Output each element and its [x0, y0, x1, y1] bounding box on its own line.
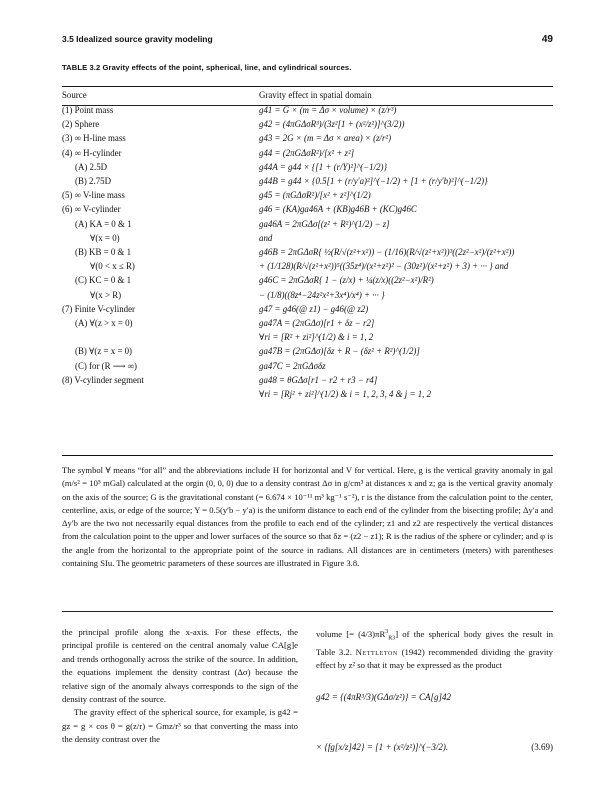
section-title: 3.5 Idealized source gravity modeling: [62, 34, 213, 44]
table-body: [62, 103, 553, 401]
table-caption: TABLE 3.2 Gravity effects of the point, spherical, line, and cylindrical sources.: [62, 63, 352, 72]
table-row: [62, 288, 553, 302]
running-head: [62, 34, 553, 48]
table-row: [62, 160, 553, 174]
formula-cell: g46C = 2πGΔσR{ 1 − (z/x) + ¼(z/x)((2z²−x²)/R²): [259, 275, 434, 286]
formula-cell: g46 = (KA)ga46A + (KB)g46B + (KC)g46C: [259, 204, 417, 215]
source-cell: (A) ∀(z > x = 0): [75, 318, 133, 329]
source-cell: (B) ∀(z = x = 0): [75, 346, 133, 357]
table-row: [62, 387, 553, 401]
formula-cell: g46B = 2πGΔσR{ ½(R/√(z²+x²)) − (1/16)(R/√(z²+x²))³((2z²−x²)/(z²+x²)): [259, 247, 515, 258]
source-cell: (1) Point mass: [62, 105, 114, 115]
table-row: [62, 302, 553, 316]
table-row: [62, 273, 553, 287]
source-cell: (8) V-cylinder segment: [62, 374, 144, 385]
table-row: [62, 330, 553, 344]
formula-cell: g44B = g44 × {0.5[1 + (r/y′a)²]^(−1/2) + [1 + (r/y′b)²]^(−1/2)}: [259, 176, 488, 187]
equation-line-2: [316, 742, 553, 752]
source-cell: (5) ∞ V-line mass: [62, 190, 125, 201]
source-cell: (B) KB = 0 & 1: [75, 247, 132, 258]
table-row: [62, 231, 553, 245]
source-cell: (6) ∞ V-cylinder: [62, 204, 121, 215]
source-cell: [62, 387, 259, 401]
formula-cell: ∀ri = [Rj² + zi²]^(1/2) & i = 1, 2, 3, 4 & j = 1, 2: [259, 389, 432, 400]
right-paragraph-1-part-a: volume [= (4/3)πR: [316, 628, 386, 639]
source-cell: ∀(x = 0): [90, 232, 120, 243]
formula-cell: g44A = g44 × {[1 + (r/Y)²]^(−1/2)}: [259, 161, 388, 172]
table-footnote: The symbol ∀ means “for all” and the abbreviations include H for horizontal and V for vertical. Here, g is the vertical gravity anomaly in gal (m/s² = 10⁵ mGal) calculated at the orgin (0, 0, 0) due to a density contrast Δσ in g/cm³ at distances x and z; ga is the vertical gravity anomaly on the axis of the source; G is the gravitational constant (= 6.674 × 10⁻¹¹ m³ kg⁻¹ s⁻²), r is the distance from the calculation point to the center, centerline, axis, or edge of the source; Y = 0.5(y′b − y′a) is the uniform distance to each end of the cylinder from the bisecting profile; Δy′a and Δy′b are the two not necessarily equal distances from the profile to each end of the cylinder; z1 and z2 are respectively the vertical distances from the calculation point to the upper and lower surfaces of the source so that δz = (z2 − z1); R is the radius of the sphere or cylinder; and φ is the angle from the horizontal to the appropriate point of the source in radians. All distances are in centimeters (meters) with parentheses containing SIu. The geometric parameters of these sources are illustrated in Figure 3.8.: [62, 465, 553, 569]
source-cell: ∀(0 < x ≤ R): [90, 261, 135, 272]
equation-number: (3.69): [531, 742, 553, 752]
table-row: [62, 146, 553, 160]
left-column-text: [62, 626, 298, 747]
table-row: [62, 344, 553, 358]
equation-line-2-text: × {fg[x/z]42} = [1 + (x²/z²)]^(−3/2).: [316, 742, 449, 752]
table-row: [62, 316, 553, 330]
source-cell: (B) 2.75D: [75, 176, 111, 187]
table-header-row: [62, 89, 553, 103]
equation-line-1: g42 = {(4πR³/3)(GΔσ/z²)} = CA[g]42: [316, 692, 451, 702]
source-cell: (C) KC = 0 & 1: [75, 275, 132, 286]
formula-cell: ∀ri = [R² + zi²]^(1/2) & i = 1, 2: [259, 332, 374, 343]
formula-cell: ga47C = 2πGΔσδz: [259, 360, 326, 371]
formula-cell: ga47B = (2πGΔσ)[δz + R − (δz² + R²)^(1/2)]: [259, 346, 420, 357]
right-paragraph-1-part-c: (1942) recommended dividing the gravity effect by z² so that it may be expressed as the product: [316, 647, 553, 671]
source-cell: (3) ∞ H-line mass: [62, 133, 126, 144]
source-cell: (2) Sphere: [62, 119, 100, 130]
table-row: [62, 373, 553, 387]
source-cell: (C) for (R ⟶ ∞): [75, 360, 137, 371]
table-row: [62, 174, 553, 188]
left-paragraph-1: the principal profile along the x-axis. For these effects, the principal profile is centered on the central anomaly value CA[g]e and trends orthogonally across the strike of the source. In addition, the equations implement the density contrast (Δσ) because the relative sign of the anomaly always corresponds to the sign of the density contrast of the source.: [62, 627, 298, 705]
source-cell: (A) 2.5D: [75, 161, 108, 172]
formula-cell: and: [259, 232, 273, 243]
table-row: [62, 217, 553, 231]
right-paragraph-1-part-b: ] of the spherical body gives the result in Table 3.2.: [316, 628, 553, 658]
column-header-gravity-effect: Gravity effect in spatial domain: [259, 90, 372, 100]
source-cell: ∀(x > R): [90, 289, 122, 300]
source-cell: (4) ∞ H-cylinder: [62, 147, 122, 158]
right-paragraph-1: volume [= $(4/3)\pi R^3_{R3}$] of the spherical body gives the result in Table 3.2. Nettleton (1942) recommended dividing the gravity effect by z² so that it may be expressed as the product: [316, 628, 553, 671]
table-row: [62, 202, 553, 216]
source-cell: (A) KA = 0 & 1: [75, 218, 132, 229]
table-header-rule: [62, 105, 553, 106]
formula-cell: − (1/8)((8z⁴−24z²x²+3x⁴)/x⁴) + ··· }: [259, 289, 385, 300]
left-paragraph-2: The gravity effect of the spherical source, for example, is g42 = gz = g × cos θ = g(z/r) = Gmz/r³ so that converting the mass into the density contrast over the: [62, 707, 298, 745]
source-cell: (7) Finite V-cylinder: [62, 303, 135, 314]
formula-cell: ga46A = 2πGΔσ[(z² + R²)^(1/2) − z]: [259, 218, 390, 229]
table-bottom-rule: [62, 455, 553, 456]
formula-cell: g45 = (πGΔσR²)/[x² + z²]^(1/2): [259, 190, 371, 201]
table-row: [62, 131, 553, 145]
source-cell: [62, 330, 259, 344]
formula-cell: g44 = (2πGΔσR²)/[x² + z²]: [259, 147, 355, 158]
table-row: [62, 259, 553, 273]
author-name: Nettleton: [355, 647, 398, 658]
table-top-rule: [62, 86, 553, 87]
gravity-effects-table: [62, 89, 553, 401]
formula-cell: ga48 = θGΔσ[r1 − r2 + r3 − r4]: [259, 374, 378, 385]
formula-cell: g43 = 2G × (m = Δσ × area) × (z/r²): [259, 133, 392, 144]
right-column-text: [316, 626, 553, 673]
footnote-bottom-rule: [62, 611, 553, 612]
table-row: [62, 188, 553, 202]
page-number: 49: [541, 34, 553, 45]
formula-cell: g41 = G × (m = Δσ × volume) × (z/r³): [259, 105, 397, 115]
formula-cell: ga47A = (2πGΔσ)[r1 + δz − r2]: [259, 318, 375, 329]
formula-cell: g42 = (4πGΔσR³)/(3z²[1 + (x²/z²)]^(3/2)): [259, 119, 405, 130]
table-row: [62, 117, 553, 131]
table-row: [62, 245, 553, 259]
formula-cell: g47 = g46(@ z1) − g46(@ z2): [259, 303, 369, 314]
formula-cell: + (1/128)(R/√(z²+x²))⁵((35z⁴)/(x²+z²)² − (30z²)/(x²+z²) + 3) + ··· } and: [259, 261, 509, 272]
table-row: [62, 359, 553, 373]
column-header-source: Source: [62, 90, 87, 100]
